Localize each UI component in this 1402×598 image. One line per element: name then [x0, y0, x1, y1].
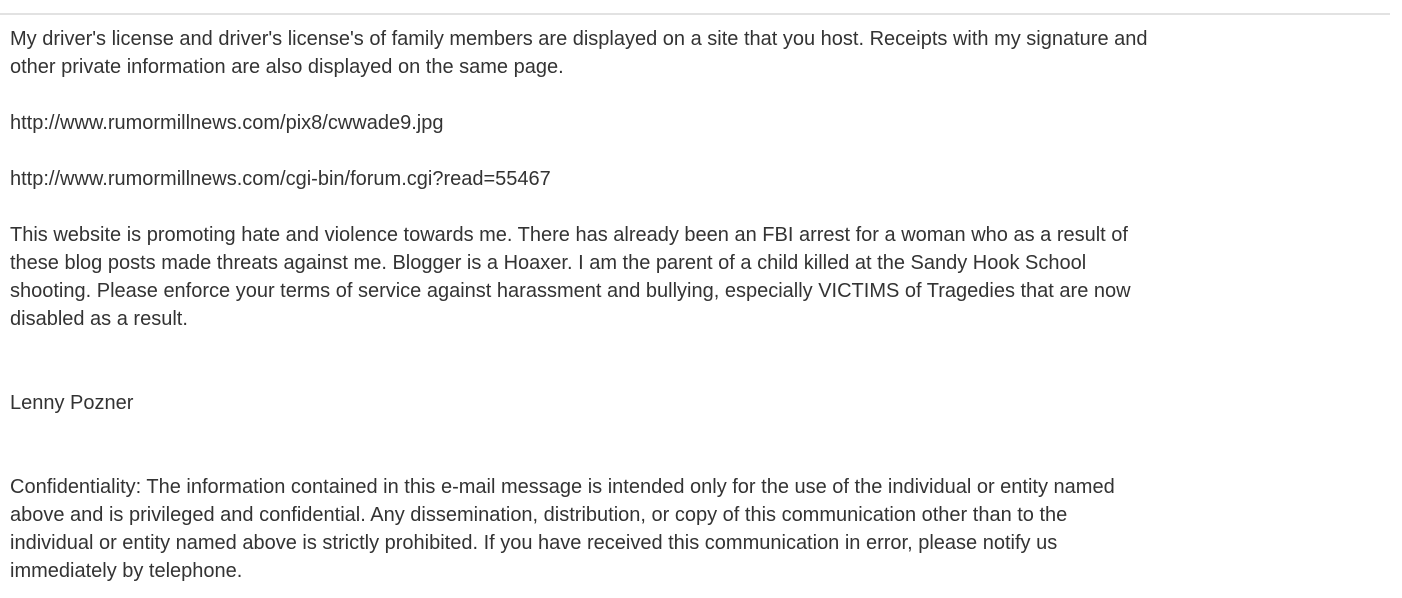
text-line: shooting. Please enforce your terms of service against harassment and bullying, especially VICTIMS of Tragedies that are now	[10, 280, 1131, 302]
text-line: My driver's license and driver's license's of family members are displayed on a site that you host. Receipts with my signature and	[10, 28, 1148, 50]
paragraph-url-1	[10, 109, 1392, 137]
text-line: immediately by telephone.	[10, 560, 243, 582]
paragraph-signature	[10, 389, 1392, 417]
text-line: above and is privileged and confidential. Any dissemination, distribution, or copy of this communication other than to the	[10, 504, 1068, 526]
text-line: Confidentiality: The information contained in this e-mail message is intended only for the use of the individual or entity named	[10, 476, 1115, 498]
signature-name: Lenny Pozner	[10, 392, 134, 414]
text-line: disabled as a result.	[10, 308, 188, 330]
text-line: these blog posts made threats against me. Blogger is a Hoaxer. I am the parent of a child killed at the Sandy Hook School	[10, 252, 1087, 274]
text-line: This website is promoting hate and violence towards me. There has already been an FBI arrest for a woman who as a result of	[10, 224, 1128, 246]
paragraph-url-2	[10, 165, 1392, 193]
text-line: individual or entity named above is strictly prohibited. If you have received this communication in error, please notify us	[10, 532, 1058, 554]
text-line: other private information are also displayed on the same page.	[10, 56, 564, 78]
paragraph-website-complaint	[10, 221, 1392, 333]
url-text-2: http://www.rumormillnews.com/cgi-bin/forum.cgi?read=55467	[10, 168, 551, 190]
paragraph-confidentiality-notice	[10, 473, 1392, 585]
url-text-1: http://www.rumormillnews.com/pix8/cwwade9.jpg	[10, 112, 444, 134]
email-body	[0, 15, 1402, 585]
paragraph-complaint	[10, 25, 1392, 81]
